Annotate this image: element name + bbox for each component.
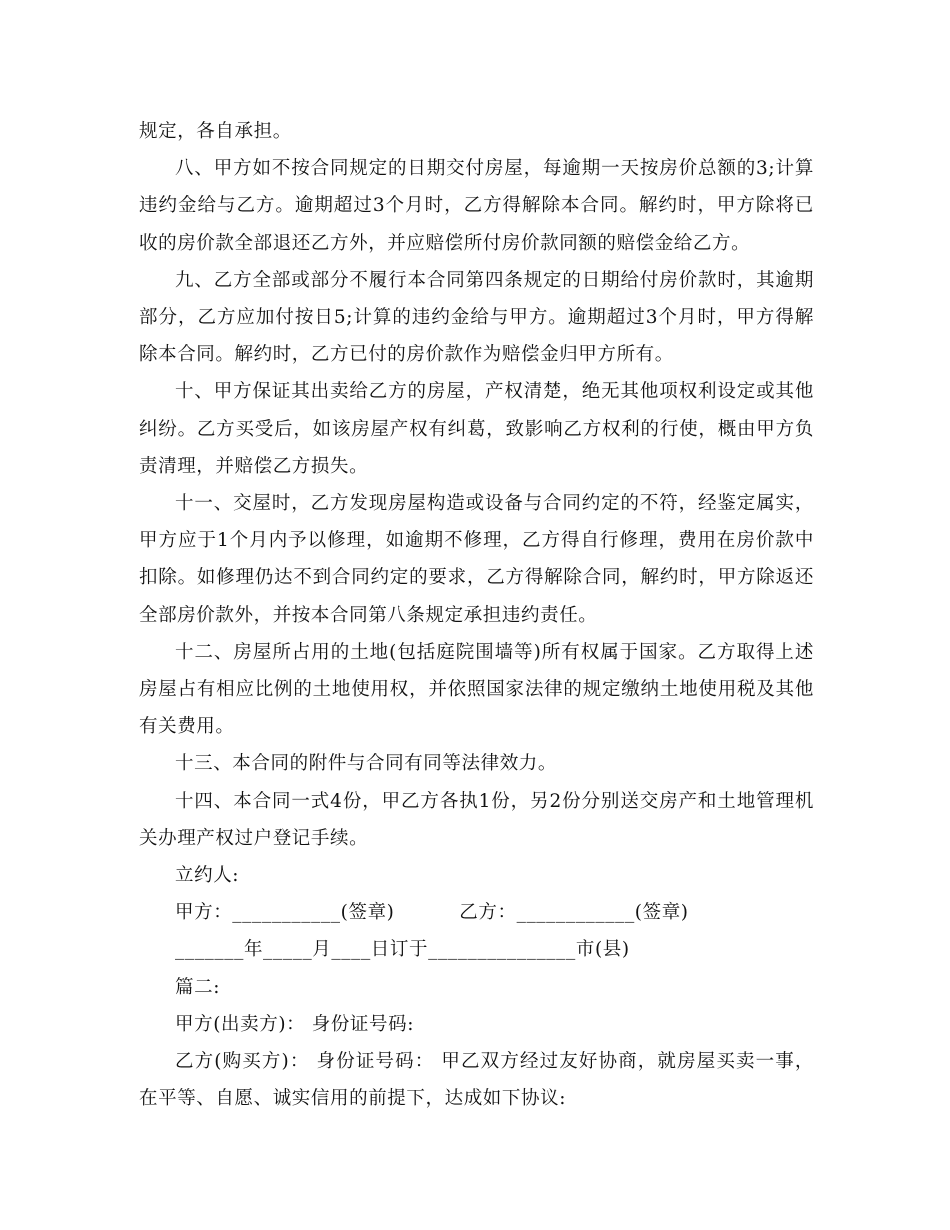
section-two-heading: 篇二: <box>175 976 221 998</box>
paragraph-clause-9: 九、乙方全部或部分不履行本合同第四条规定的日期给付房价款时，其逾期部分，乙方应加付按日5;计算的违约金给与甲方。逾期超过3个月时，甲方得解除本合同。解约时，乙方已付的房价款作为赔偿金归甲方所有。 <box>139 269 814 366</box>
signatories-label: 立约人: <box>175 865 240 887</box>
party-a-seller-line: 甲方(出卖方)： 身份证号码: <box>175 1013 415 1035</box>
party-signature-line: 甲方：___________(签章) 乙方：____________(签章) <box>175 902 689 924</box>
paragraph-clause-13: 十三、本合同的附件与合同有同等法律效力。 <box>175 753 558 775</box>
paragraph-clause-10: 十、甲方保证其出卖给乙方的房屋，产权清楚，绝无其他项权利设定或其他纠纷。乙方买受后，如该房屋产权有纠葛，致影响乙方权利的行使，概由甲方负责清理，并赔偿乙方损失。 <box>139 381 814 477</box>
document-page <box>139 113 814 1117</box>
signing-date-line: _______年_____月____日订于_______________市(县) <box>175 939 630 961</box>
party-b-buyer-paragraph: 乙方(购买方)： 身份证号码： 甲乙双方经过友好协商，就房屋买卖一事，在平等、自愿、诚实信用的前提下，达成如下协议: <box>139 1051 814 1110</box>
paragraph-clause-14: 十四、本合同一式4份，甲乙方各执1份，另2份分别送交房产和土地管理机关办理产权过户登记手续。 <box>139 790 814 849</box>
paragraph-clause-8: 八、甲方如不按合同规定的日期交付房屋，每逾期一天按房价总额的3;计算违约金给与乙方。逾期超过3个月时，乙方得解除本合同。解约时，甲方除将已收的房价款全部退还乙方外，并应赔偿所付房价款同额的赔偿金给乙方。 <box>139 158 814 254</box>
paragraph-continuation: 规定，各自承担。 <box>139 121 292 142</box>
paragraph-clause-12: 十二、房屋所占用的土地(包括庭院围墙等)所有权属于国家。乙方取得上述房屋占有相应比例的土地使用权，并依照国家法律的规定缴纳土地使用税及其他有关费用。 <box>139 641 814 738</box>
paragraph-clause-11: 十一、交屋时，乙方发现房屋构造或设备与合同约定的不符，经鉴定属实，甲方应于1个月内予以修理，如逾期不修理，乙方得自行修理，费用在房价款中扣除。如修理仍达不到合同约定的要求，乙方得解除合同，解约时，甲方除返还全部房价款外，并按本合同第八条规定承担违约责任。 <box>139 493 814 626</box>
